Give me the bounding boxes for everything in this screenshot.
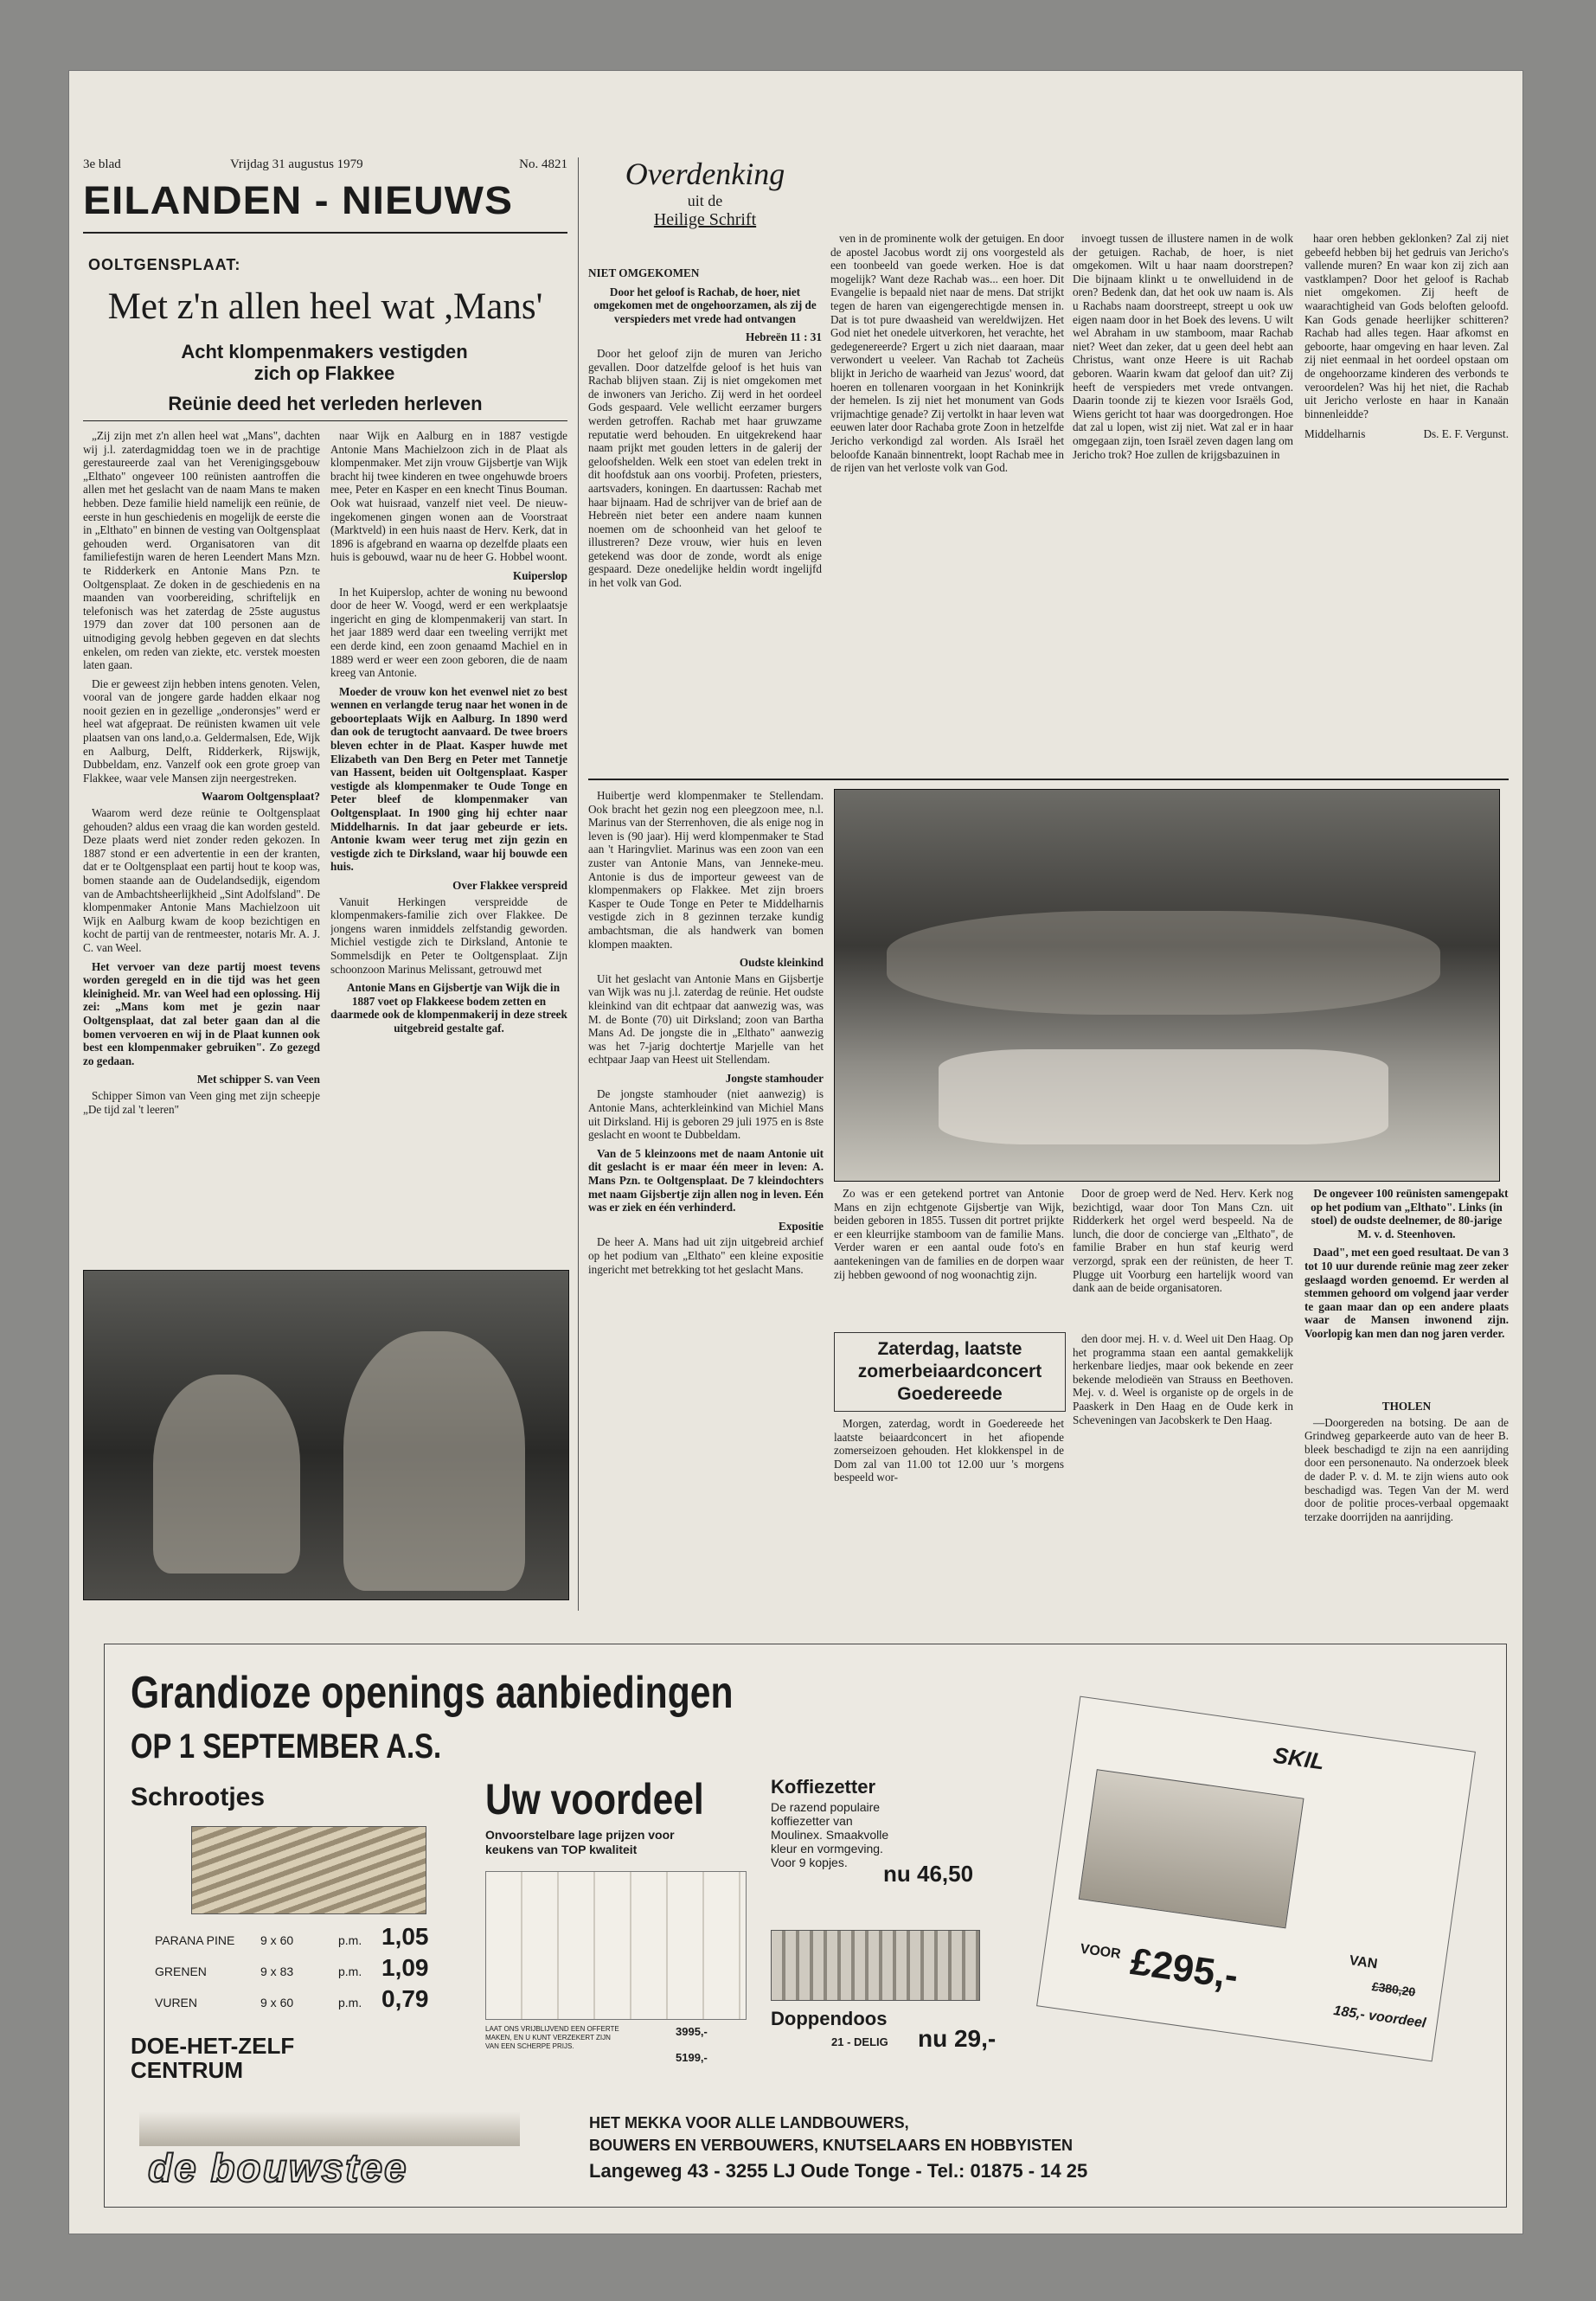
skil-saving: 185,- voordeel	[1332, 2003, 1427, 2031]
price-row: VUREN 9 x 60 p.m. 0,79	[155, 1985, 429, 2012]
paragraph: ven in de prominente wolk der getuigen. En door de apostel Jacobus wordt zij ons voorgesteld als een toonbeeld van goede werken. Hoe is dat mogelijk? Want deze Rachab was... een hoer. Dit Evangelie is bepaald niet naar de mens. Dat strijkt tegen de haren van eigengerechtigde mensen in. Dat is tot pure dwaasheid van wereldwijzen. Het God niet het onedele uitverkoren, het verachte, het gedegenereerde? Ergert u zich niet daaraan, maar verwondert u veeleer. Van Rachab tot Zacheüs blijkt in Jericho de waarheid van Jezus' woord, dat hoeren en tollenaren voorgaan in het Koninkrijk der hemelen. Is zij niet het monument van Gods vrijmachtige genade? Zij vertolkt in haar leven wat eeuwen later door Rachaba grote Zoon in hetzelfde Jericho verkondigd zal worden. Als Israël het beloofde Kanaän binnentrekt, loopt Rachab mee in de rijen van het verloste volk van God.	[830, 232, 1064, 475]
subheading: Over Flakkee verspreid	[452, 879, 567, 892]
issue-number: No. 4821	[519, 157, 567, 171]
overdenking-heading: NIET OMGEKOMEN	[588, 266, 700, 279]
paragraph: Moeder de vrouw kon het evenwel niet zo best wennen en verlangde terug naar het wonen in de geboorteplaats Wijk en Aalburg. In 1890 werd dan ook de terugtocht aanvaard. De twee broers bleven echter in de Plaat. Kasper huwde met Elizabeth van Den Berg en Peter met Tannetje van Hassent, beiden uit Ooltgensplaat. Kasper vestigde als klompenmaker te Oude Tonge en Peter bleef de klompenmaker van Ooltgensplaat. In 1900 ging hij echter naar Middelharnis. In dat jaar gebeurde er iets. Antonie kwam weer terug met zijn gezin en vestigde zich te Dirksland, waar hij bouwde een huis.	[330, 684, 567, 874]
store-details: HET MEKKA VOOR ALLE LANDBOUWERS, BOUWERS EN VERBOUWERS, KNUTSELAARS EN HOBBYISTEN Langeweg 43 - 3255 LJ Oude Tonge - Tel.: 01875 - 14 25	[589, 2114, 1088, 2182]
paragraph: haar oren hebben geklonken? Zal zij niet gebeefd hebben bij het gedruis van Jericho's vallende muren? En waar kon zij zich aan vastklampen? Door het geloof is Rachab niet omgekomen. Zij heeft de waarachtigheid van Gods beloften geloofd. Kan Gods genade heerlijker schitteren? Rachab had alles tegen. Haar afkomst en geboorte, haar omgeving en haar leven. Zal zij niet eenmaal in het oordeel opstaan om de ongehoorzame kinderen des verbonds te veroordelen? Was hij het niet, die Rachab uit Jericho verloste en haar in Kanaän binnenleidde?	[1304, 232, 1509, 420]
page-number: 3e blad	[83, 157, 121, 171]
overdenking-box	[588, 156, 822, 230]
article1-col1	[83, 429, 320, 1329]
beiaard-title: Zaterdag, laatste zomerbeiaardconcert Goedereede	[857, 1339, 1042, 1404]
photo-caption-couple: Antonie Mans en Gijsbertje van Wijk die in 1887 voet op Flakkeese bodem zetten en daarmede ook de klompenmakerij in deze streek uitgebreid gestalte gaf.	[330, 981, 567, 1035]
skil-brand: SKIL	[1272, 1741, 1326, 1775]
paragraph: Morgen, zaterdag, wordt in Goedereede het laatste beiaardconcert in het afiopende zomerseizoen gehouden. Het klokkenspel in de Dom zal van 11.00 tot 12.00 uur 's morgens bespeeld wor-	[834, 1417, 1064, 1484]
price-row: PARANA PINE 9 x 60 p.m. 1,05	[155, 1923, 429, 1950]
paragraph: Door de groep werd de Ned. Herv. Kerk nog bezichtigd, waar door Ton Mans Czn. uit Ridderkerk het orgel werd bespeeld. Na de lunch, die door de concierge van „Elthato", de familie Braber en hun staf keurig werd verzorgd, sprak een der reünisten, de heer T. Plugge uit Voorburg een hartelijk woord van dank aan de beide organisatoren.	[1073, 1187, 1293, 1295]
paragraph: Door het geloof zijn de muren van Jericho gevallen. Door datzelfde geloof is het huis van Rachab blijven staan. Zij is niet omgekomen met de inwoners van Jericho. Zij werd in het oordeel Gods gespaard. Vele wellicht eerzamer burgers werden getroffen. Rachab met haar gruwzame reputatie werd behouden. En uitgekrekend haar naam prijkt met gouden letters in de galerij der geloofshelden. Welk een stoet van edelen trekt in dit hoofdstuk aan ons voorbij. Profeten, priesters, aartsvaders, koningen. En daartussen: Rachab met haar bijnaam. Had de schrijver van de brief aan de Hebreën niet beter een andere naam kunnen noemen om de schoonheid van het geloof te illustreren? Deze vrouw, wier huis en leven getekend was door de zonde, wordt als enige gespaard. Deze onedelijke heldin wordt ingelijfd in het volk van God.	[588, 346, 822, 590]
overdenking-rule	[588, 779, 1509, 780]
article1-col2	[330, 429, 567, 1285]
article-subtitle: Acht klompenmakers vestigden zich op Flakkee	[181, 341, 468, 384]
article-cont-col4	[1304, 1187, 1509, 1386]
photo-reunion-group	[834, 789, 1500, 1182]
newspaper-name: EILANDEN - NIEUWS	[83, 179, 513, 223]
schrootjes-price-table	[131, 1923, 459, 2016]
voordeel-sub: Onvoorstelbare lage prijzen voor keukens van TOP kwaliteit	[485, 1828, 675, 1856]
paragraph: De jongste stamhouder (niet aanwezig) is Antonie Mans, achterkleinkind van Michiel Mans uit Dirksland. Hij is geboren 29 juli 1975 en is 8ste geslacht en woont te Dubbeldam.	[588, 1087, 824, 1142]
paragraph: „Zij zijn met z'n allen heel wat „Mans", dachten wij j.l. zaterdagmiddag toen we in de prachtige gerestaureerde zaal van het Verenigingsgebouw „Elthato" ongeveer 100 reünisten aantroffen die allen met het geslacht van de naam Mans te maken hebben. Deze familie hield namelijk een reünie, de eerste in hun geschiedenis en mogelijk de eerste die in „Elthato" en binnen de vesting van Ooltgensplaat gehouden werd. Organisatoren van dit familiefestijn waren de heren Leendert Mans Mzn. te Ridderkerk en Antonie Mans Pzn. te Ooltgensplaat. Ze doken in de geschiedenis en na maanden van voorbereiding, schriftelijk en telefonisch was het zaterdag de 25ste augustus 1979 dan zover dat 100 personen aan de uitnodiging gevolg hebben gegeven en dat slechts enkelen, om reden van ziekte, etc. verstek moesten laten gaan.	[83, 429, 320, 672]
article-cont-col3	[1073, 1187, 1293, 1325]
store-name: de bouwstee	[148, 2145, 408, 2190]
article-cont-col2	[834, 1187, 1064, 1325]
subheading: Expositie	[778, 1219, 824, 1233]
dhz-centrum: DOE-HET-ZELF CENTRUM	[131, 2033, 295, 2083]
dopp-sub: 21 - DELIG	[831, 2035, 888, 2048]
advertisement	[104, 1644, 1507, 2208]
kitchen-price-a: 3995,-	[676, 2025, 708, 2038]
skil-price: £295,-	[1127, 1940, 1241, 1997]
signature-name: Ds. E. F. Vergunst.	[1423, 427, 1509, 441]
overdenking-sub: uit de	[687, 192, 723, 209]
kitchen-drawing	[485, 1871, 747, 2020]
paragraph: Van de 5 kleinzoons met de naam Antonie uit dit geslacht is er maar één meer in leven: A. Mans Pzn. te Ooltgensplaat. De 7 kleindochters met naam Gijsbertje zijn allen nog in leven. Eén was er ziek en één verhinderd.	[588, 1146, 824, 1215]
paragraph: In het Kuiperslop, achter de woning nu bewoond door de heer W. Voogd, werd er een werkplaatsje ingericht en ging de klompenmakerij van start. In het jaar 1889 werd daar een tweeling verrijkt met een derde kind, een zoon genaamd Machiel en in 1889 werd er weer een zoon geboren, die de naam kreeg van Antonie.	[330, 585, 567, 680]
masthead-line	[83, 157, 567, 172]
paragraph: Zo was er een getekend portret van Antonie Mans en zijn echtgenote Gijsbertje van Wijk, beiden geboren in 1855. Tussen dit portret prijkte er een kleurrijke stamboom van de familie Mans. Verder waren er een aantal oude foto's en aantekeningen van de families en de dorpen waar zij hebben gewoond of nog woonachtig zijn.	[834, 1187, 1064, 1281]
koffie-desc: De razend populaire koffiezetter van Moulinex. Smaakvolle kleur en vormgeving. Voor 9 kopjes.	[771, 1800, 889, 1869]
paragraph: den door mej. H. v. d. Weel uit Den Haag. Op het programma staan een aantal gemakkelijk herkenbare liedjes, maar ook bekende en zeer bekende melodieën van Strauss en Beethoven. Mej. v. d. Weel is organiste op de orgels in de Paaskerk in Den Haag en de Oude kerk in Scheveningen van Jacobskerk te Den Haag.	[1073, 1332, 1293, 1426]
tholen-news	[1304, 1394, 1509, 1559]
paragraph: Vanuit Herkingen verspreidde de klompenmakers-familie zich over Flakkee. De jongens waren inmiddels zelfstandig geworden. Michiel vestigde zich te Dirksland, Antonie te Sommelsdijk en Peter te Ooltgensplaat. Zijn schoonzoon Marinus Melissant, getrouwd met	[330, 894, 567, 976]
subheading: Kuiperslop	[512, 568, 567, 582]
skil-voor-label: VOOR	[1079, 1941, 1122, 1962]
wood-planks-image	[191, 1826, 426, 1914]
paragraph: —Doorgereden na botsing. De aan de Grindweg geparkeerde auto van de heer B. bleek beschadigd te zijn na een aanrijding door een personenauto. Na onderzoek bleek de dader P. v. d. M. te zijn wiens auto ook beschadigd was. Tegen Van der M. werd door de politie proces-verbaal opgemaakt terzake doorrijden na aanrijding.	[1304, 1415, 1509, 1523]
newspaper-page	[69, 71, 1522, 2234]
subheading: Oudste kleinkind	[739, 956, 824, 970]
kitchen-price-b: 5199,-	[676, 2051, 708, 2064]
overdenking-col2	[830, 232, 1064, 768]
article-subtitle-2: Reünie deed het verleden herleven	[168, 393, 483, 414]
photo-caption-group: De ongeveer 100 reünisten samengepakt op het podium van „Elthato". Links (in stoel) de oudste deelnemer, de 80-jarige M. v. d. Steenhoven.	[1311, 1187, 1509, 1240]
voordeel-title: Uw voordeel	[485, 1775, 704, 1823]
koffie-title: Koffiezetter	[771, 1776, 876, 1798]
dopp-title: Doppendoos	[771, 2008, 888, 2029]
overdenking-col1	[588, 266, 822, 768]
column-rule	[578, 157, 579, 1611]
subheading: Waarom Ooltgensplaat?	[201, 790, 320, 804]
store-logo	[139, 2112, 520, 2189]
paragraph: naar Wijk en Aalburg en in 1887 vestigde Antonie Mans Machielzoon zich in de Plaat als klompenmaker. Met zijn vrouw Gijsbertje van Wijk bracht hij twee kinderen en twee ongehuwde broers mee, Peter en Kasper en een knecht Tinus Bouman. Ook wat huisraad, vanzelf niet veel. De nieuw-ingekomenen gingen wonen aan de Voorstraat (Marktveld) in een huis naast de Herv. Kerk, dat in 1896 is afgebrand en waarna op dezelfde plaats een huis is gebouwd, waar nu de heer G. Hobbel woont.	[330, 429, 567, 564]
issue-date: Vrijdag 31 augustus 1979	[230, 157, 363, 171]
beiaard-box	[834, 1332, 1066, 1412]
masthead-rule	[83, 232, 567, 234]
paragraph: Uit het geslacht van Antonie Mans en Gijsbertje van Wijk was nu j.l. zaterdag de reünie. Het oudste kleinkind van dit echtpaar dat aanwezig was, was M. de Bonte (70) uit Dirksland; zoon van Bartha Mans Ad. De jongste die in „Elthato" aanwezig was het 7-jarig dochtertje Marjelle van het echtpaar Jaap van Heest uit Stellendam.	[588, 971, 824, 1067]
koffie-price: nu 46,50	[883, 1861, 974, 1887]
beiaard-col1	[834, 1417, 1064, 1555]
signature-place: Middelharnis	[1304, 427, 1366, 441]
paragraph: Waarom werd deze reünie te Ooltgensplaat gehouden? aldus een vraag die kan worden gesteld. Deze plaats werd niet zonder reden gekozen. In 1887 stond er een advertentie in een der kranten, dat er te Ooltgensplaat een partij hout te koop was, bomen staande aan de Oudelandsedijk, eigendom van de Ambachtsheerlijkheid „Sint Adolfsland". De klompenmaker Antonie Mans Machielzoon uit Wijk en Aalburg kwam de koop bezichtigen en kocht de partij van de rentmeester, notaris Mr. A. J. C. van Weel.	[83, 806, 320, 954]
subheading: Met schipper S. van Veen	[196, 1073, 320, 1086]
overdenking-sub2: Heilige Schrift	[653, 210, 757, 229]
skil-van-label: VAN	[1348, 1953, 1379, 1972]
paragraph: invoegt tussen de illustere namen in de wolk der getuigen. Rachab, de hoer, is niet omgekomen. Wilt u haar naam doorstrepen? Die bijnaam klinkt u te onwelluidend in de oren? Bedenk dan, dat het ook uw naam is. Als u Rachabs naam doorstreept, streept u ook uw eigen naam door in het Boek des levens. U wilt wel Abraham in uw stamboom, maar Rachab niet? Weet dan zeker, dat u geen deel hebt aan Christus, want onze Heere is uit Rachab geboren. Waarin kwam dat geloof dan uit? Zij heeft de verspieders met vrede ontvangen. Daarin toonde zij te kiezen voor Israëls God, Wiens gericht tot haar was doorgedrongen. Hoe dat zal u lopen, wist zij niet. Wat zal er in haar omgegaan zijn, toen Israël zeven dagen lang om Jericho trok? Hoe zullen de krijgsbazuinen in	[1073, 232, 1293, 461]
keuken-note: LAAT ONS VRIJBLIJVEND EEN OFFERTE MAKEN, EN U KUNT VERZEKERT ZIJN VAN EEN SCHERPE PRIJS.	[485, 2025, 619, 2050]
paragraph: Die er geweest zijn hebben intens genoten. Velen, vooral van de jongere garde hadden elkaar nog nooit gezien en in gezellige „onderonsjes" werd er heel wat afgepraat. De reünisten kwamen uit vele plaatsen van ons land,o.a. Geldermalsen, Ede, Wijk en Aalburg, Delft, Ridderkerk, Rijswijk, Dubbeldam, enz. Vanzelf ook een grote groep van Flakkee, waar vele Mansen zijn neergestreken.	[83, 676, 320, 785]
overdenking-quote: Door het geloof is Rachab, de hoer, niet omgekomen met de ongehoorzamen, als zij de verspieders met vrede had ontvangen	[593, 285, 817, 325]
article-cont-col1	[588, 789, 824, 1550]
schrootjes-title: Schrootjes	[131, 1783, 266, 1811]
paragraph: Schipper Simon van Veen ging met zijn scheepje „De tijd zal 't leeren"	[83, 1088, 320, 1116]
socket-set-image	[771, 1930, 980, 2001]
overdenking-col4	[1304, 232, 1509, 768]
paragraph: Huibertje werd klompenmaker te Stellendam. Ook bracht het gezin nog een pleegzoon mee, n.l. Marinus van der Sterrenhoven, die als enige nog in leven is (90 jaar). Hij werd klompenmaker te Stad aan 't Haringvliet. Marinus was een zoon van een zuster van Antonie Mans, van Jenneke-meu. Antonie is dus de importeur geweest van de klompenmakers op Flakkee. Met zijn broers Kasper te Oude Tonge en Peter te Middelharnis vestigde zich in 8 gezinnen terzake kundig ambachtsman, die als handwerk van bomen klompen maakten.	[588, 789, 824, 951]
tholen-heading: THOLEN	[1381, 1400, 1432, 1413]
farm-skyline-image	[139, 2112, 520, 2146]
skil-offer	[1036, 1696, 1476, 2062]
overdenking-ref: Hebreën 11 : 31	[745, 330, 822, 344]
ad-subheadline: OP 1 SEPTEMBER A.S.	[131, 1727, 442, 1766]
article-rule	[83, 420, 567, 421]
signature	[1304, 427, 1509, 441]
article-title: Met z'n allen heel wat ,Mans'	[107, 286, 543, 327]
paragraph: De heer A. Mans had uit zijn uitgebreid archief op het podium van „Elthato" een kleine expositie ingericht met betrekking tot het geslacht Mans.	[588, 1235, 824, 1276]
paragraph: Daad", met een goed resultaat. De van 3 tot 10 uur durende reünie mag zeer zeker geslaagd worden genoemd. Er werden al stemmen gehoord om volgend jaar verder te gaan maar dan op een andere plaats waar de Mansen inwonend zijn. Voorlopig kan men dan nog jaren verder.	[1304, 1246, 1509, 1340]
subheading: Jongste stamhouder	[725, 1071, 824, 1085]
skil-old-price: £380,20	[1370, 1978, 1417, 1999]
overdenking-title: Overdenking	[625, 157, 785, 191]
toolcase-image	[1079, 1769, 1304, 1928]
photo-elderly-couple	[83, 1270, 569, 1600]
overdenking-col3	[1073, 232, 1293, 768]
beiaard-col2	[1073, 1332, 1293, 1557]
ad-headline: Grandioze openings aanbiedingen	[131, 1668, 734, 1718]
paragraph: Het vervoer van deze partij moest tevens worden geregeld en in die tijd was het geen kleinigheid. Mr. van Weel had een oplossing. Hij zei: „Mans kom met je gezin naar Ooltgensplaat, dat zal beter gaan dan al die bomen vervoeren en wij in de Plaat kunnen ook best een klompenmaker gebruiken". Zo gezegd zo gedaan.	[83, 959, 320, 1067]
dateline: OOLTGENSPLAAT:	[88, 256, 241, 273]
price-row: GRENEN 9 x 83 p.m. 1,09	[155, 1954, 429, 1981]
dopp-price: nu 29,-	[918, 2025, 997, 2052]
